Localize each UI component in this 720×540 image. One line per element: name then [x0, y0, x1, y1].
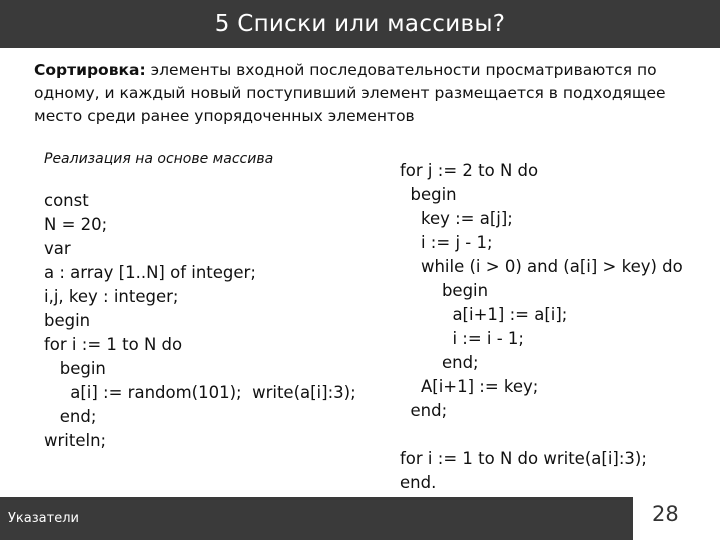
- slide-title-bar: [0, 0, 720, 48]
- footer-label: Указатели: [8, 511, 79, 526]
- intro-term: Сортировка:: [34, 61, 146, 79]
- intro-paragraph: [34, 59, 694, 128]
- footer-bar: [0, 497, 633, 540]
- slide-title: 5 Списки или массивы?: [214, 11, 506, 37]
- implementation-label: Реализация на основе массива: [44, 151, 274, 167]
- intro-text: элементы входной последовательности просматриваются по одному, и каждый новый поступивший элемент размещается в подходящее место среди ранее упорядоченных элементов: [34, 61, 666, 125]
- page-number: 28: [652, 502, 679, 526]
- code-block-right: for j := 2 to N do begin key := a[j]; i := j - 1; while (i > 0) and (a[i] > key) do begin a[i+1] := a[i]; i := i - 1; end; A[i+1] := key; end; for i := 1 to N do write(a[i]:3); end.: [400, 161, 683, 492]
- code-block-left: const N = 20; var a : array [1..N] of integer; i,j, key : integer; begin for i := 1 to N do begin a[i] := random(101); write(a[i]:3); end; writeln;: [44, 191, 356, 450]
